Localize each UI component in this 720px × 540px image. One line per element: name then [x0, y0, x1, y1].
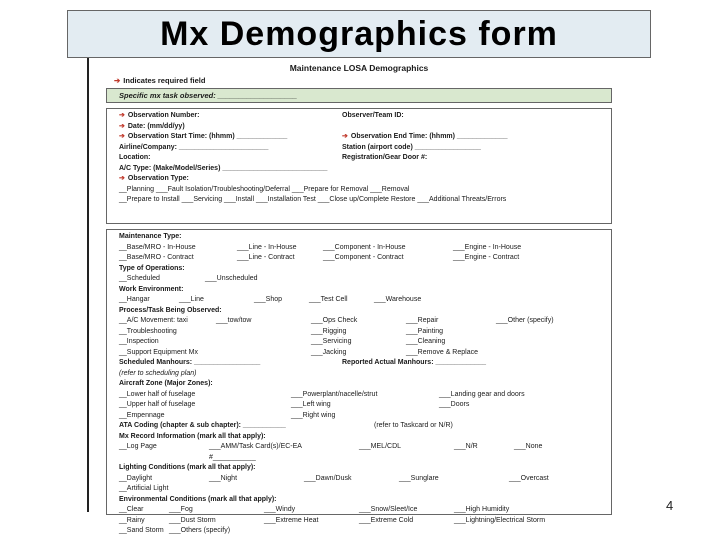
option-ops-check[interactable]: ___Ops Check [311, 317, 358, 324]
option-nr[interactable]: ___N/R [454, 443, 478, 450]
page-number: 4 [666, 498, 674, 513]
option-repair[interactable]: ___Repair [406, 317, 439, 324]
option-other[interactable]: ___Other (specify) [496, 317, 554, 324]
option-log-page[interactable]: __Log Page [119, 443, 157, 450]
option-servicing[interactable]: ___Servicing [311, 338, 352, 345]
mx-record-label: Mx Record Information (mark all that apply): [119, 432, 266, 440]
required-arrow-icon: ➔ [119, 112, 125, 119]
option-base-contract[interactable]: __Base/MRO - Contract [119, 254, 194, 261]
option-painting[interactable]: ___Painting [406, 327, 443, 335]
date-field[interactable]: ➔ Date: (mm/dd/yy) [119, 122, 185, 130]
option-line[interactable]: ___Line [179, 296, 204, 303]
option-high-humidity[interactable]: ___High Humidity [454, 506, 510, 513]
ata-note: (refer to Taskcard or N/R) [374, 422, 453, 429]
option-remove-replace[interactable]: ___Remove & Replace [406, 348, 478, 356]
option-warehouse[interactable]: ___Warehouse [374, 296, 422, 303]
option-sunglare[interactable]: ___Sunglare [399, 474, 439, 482]
lighting-label: Lighting Conditions (mark all that apply): [119, 464, 256, 471]
work-environment-label: Work Environment: [119, 285, 184, 293]
option-overcast[interactable]: ___Overcast [509, 474, 549, 482]
option-tow[interactable]: ___tow/tow [216, 317, 252, 324]
scheduled-manhours-field[interactable]: Scheduled Manhours: _________________ [119, 359, 261, 366]
process-label: Process/Task Being Observed: [119, 306, 222, 314]
form-title: Maintenance LOSA Demographics [289, 63, 429, 73]
option-dawn-dusk[interactable]: ___Dawn/Dusk [304, 474, 352, 482]
ata-coding-field[interactable]: ATA Coding (chapter & sub chapter): ___________ [119, 422, 286, 429]
required-arrow-icon: ➔ [114, 76, 121, 85]
option-rainy[interactable]: __Rainy [119, 516, 145, 524]
option-clear[interactable]: __Clear [119, 506, 144, 513]
operations-label: Type of Operations: [119, 264, 185, 272]
option-lower-fuselage[interactable]: __Lower half of fuselage [119, 390, 196, 398]
option-hangar[interactable]: __Hangar [119, 296, 150, 303]
option-cleaning[interactable]: ___Cleaning [406, 338, 446, 345]
option-component-in-house[interactable]: ___Component - In-House [323, 243, 406, 251]
option-jacking[interactable]: ___Jacking [311, 348, 347, 356]
aircraft-zone-label: Aircraft Zone (Major Zones): [119, 380, 213, 387]
actual-manhours-field[interactable]: Reported Actual Manhours: _____________ [342, 359, 487, 366]
end-time-field[interactable]: ➔ Observation End Time: (hhmm) _____________ [342, 133, 508, 140]
option-extreme-heat[interactable]: ___Extreme Heat [264, 516, 319, 524]
option-others[interactable]: ___Others (specify) [169, 527, 231, 534]
option-troubleshooting[interactable]: __Troubleshooting [119, 327, 177, 335]
option-amm-task-card[interactable]: ___AMM/Task Card(s)/EC-EA [209, 443, 302, 450]
option-doors[interactable]: ___Doors [439, 401, 470, 408]
option-windy[interactable]: ___Windy [264, 506, 296, 513]
airline-field[interactable]: Airline/Company: _______________________ [119, 143, 269, 151]
specific-task-field[interactable]: Specific mx task observed: ___________________ [106, 88, 612, 103]
scheduling-note: (refer to scheduling plan) [119, 369, 197, 377]
option-scheduled[interactable]: __Scheduled [119, 275, 160, 282]
observation-type-options[interactable]: __Planning ___Fault Isolation/Troubleshooting/Deferral ___Prepare for Removal ___Removal [119, 185, 410, 193]
option-ac-movement[interactable]: __A/C Movement: taxi [119, 317, 188, 324]
required-arrow-icon: ➔ [342, 133, 348, 140]
option-line-contract[interactable]: ___Line - Contract [237, 254, 295, 261]
option-sand-storm[interactable]: __Sand Storm [119, 527, 164, 534]
option-night[interactable]: ___Night [209, 474, 238, 482]
maintenance-section [106, 229, 612, 534]
option-artificial-light[interactable]: __Artificial Light [119, 485, 169, 492]
left-rule [87, 58, 89, 512]
option-powerplant[interactable]: ___Powerplant/nacelle/strut [291, 390, 378, 398]
observation-number-field[interactable]: ➔ Observation Number: [119, 112, 200, 119]
option-line-in-house[interactable]: ___Line - In-House [237, 243, 297, 251]
option-mel-cdl[interactable]: ___MEL/CDL [359, 443, 402, 450]
required-arrow-icon: ➔ [119, 133, 125, 140]
option-component-contract[interactable]: ___Component - Contract [323, 254, 404, 261]
option-lightning[interactable]: ___Lightning/Electrical Storm [454, 516, 546, 524]
option-daylight[interactable]: __Daylight [119, 474, 153, 482]
observation-type-label: Observation Type: [127, 175, 189, 182]
slide-title-box [67, 10, 651, 58]
option-support-equipment[interactable]: __Support Equipment Mx [119, 348, 198, 356]
required-arrow-icon: ➔ [119, 175, 125, 182]
option-inspection[interactable]: __Inspection [119, 338, 159, 345]
option-rigging[interactable]: ___Rigging [311, 327, 347, 335]
observation-type-options-2[interactable]: __Prepare to Install ___Servicing ___Install ___Installation Test ___Close up/Complete Restore ___Additional Threats/Errors [119, 196, 507, 203]
required-arrow-icon: ➔ [119, 122, 125, 130]
option-base-in-house[interactable]: __Base/MRO - In-House [119, 243, 196, 251]
option-upper-fuselage[interactable]: __Upper half of fuselage [119, 401, 196, 408]
ac-type-field[interactable]: A/C Type: (Make/Model/Series) ___________________________ [119, 164, 328, 172]
option-engine-in-house[interactable]: ___Engine - In-House [453, 243, 522, 251]
option-empennage[interactable]: __Empennage [119, 411, 165, 419]
option-engine-contract[interactable]: ___Engine - Contract [453, 254, 520, 261]
slide-title: Mx Demographics form [160, 14, 558, 53]
option-left-wing[interactable]: ___Left wing [291, 401, 331, 408]
option-none[interactable]: ___None [514, 443, 543, 450]
option-extreme-cold[interactable]: ___Extreme Cold [359, 516, 414, 524]
option-test-cell[interactable]: ___Test Cell [309, 296, 348, 303]
station-field[interactable]: Station (airport code) _________________ [342, 143, 481, 151]
option-landing-gear[interactable]: ___Landing gear and doors [439, 390, 525, 398]
demographics-form [106, 60, 612, 534]
option-dust-storm[interactable]: ___Dust Storm [169, 516, 216, 524]
start-time-field[interactable]: ➔ Observation Start Time: (hhmm) _____________ [119, 133, 288, 140]
observation-section [106, 108, 612, 224]
option-fog[interactable]: ___Fog [169, 506, 193, 513]
option-right-wing[interactable]: ___Right wing [291, 411, 336, 419]
option-unscheduled[interactable]: ___Unscheduled [205, 275, 258, 282]
observer-id-field[interactable]: Observer/Team ID: [342, 112, 404, 119]
location-field[interactable]: Location: [119, 154, 151, 161]
environmental-label: Environmental Conditions (mark all that apply): [119, 495, 277, 503]
required-note: ➔ Indicates required field [114, 76, 206, 85]
registration-field[interactable]: Registration/Gear Door #: [342, 154, 428, 161]
mx-record-number-field[interactable]: #___________ [209, 453, 256, 461]
maintenance-type-label: Maintenance Type: [119, 233, 182, 240]
option-snow[interactable]: ___Snow/Sleet/Ice [359, 506, 418, 513]
option-shop[interactable]: ___Shop [254, 296, 283, 303]
